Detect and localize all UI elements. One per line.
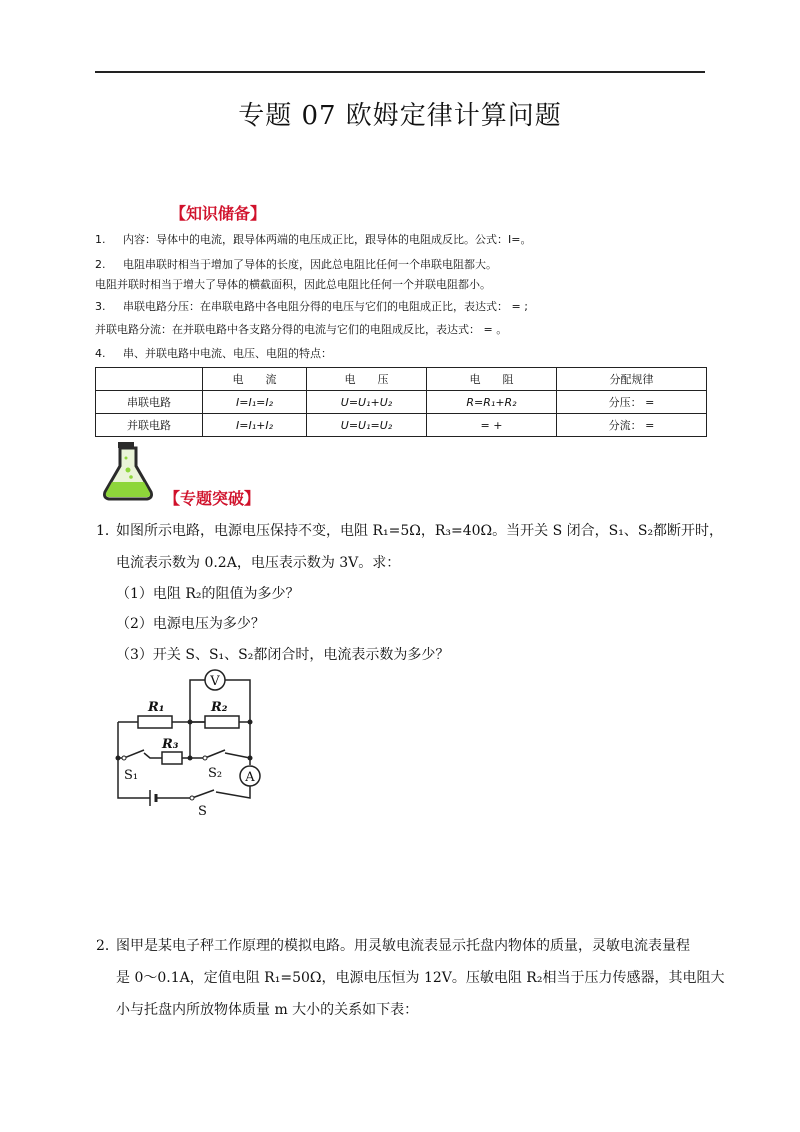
knowledge-heading: 【知识储备】 [170,204,267,223]
resistor-r2 [205,716,239,728]
knowledge-item: 并联电路分流：在并联电路中各支路分得的电流与它们的电阻成反比，表达式： = 。 [95,323,508,336]
table-cell: 分压： = [557,391,707,414]
wire [190,680,205,722]
table-header-cell: 电 压 [307,368,427,391]
knowledge-item: 电阻并联时相当于增大了导体的横截面积，因此总电阻比任何一个并联电阻都小。 [95,278,491,291]
table-cell: U=U₁=U₂ [307,414,427,437]
knowledge-item: 3. 串联电路分压：在串联电路中各电阻分得的电压与它们的电阻成正比，表达式： = ; [95,300,528,313]
s1-label: S₁ [124,768,139,783]
table-cell: U=U₁+U₂ [307,391,427,414]
question-1-sub: （1）电阻 R₂的阻值为多少？ [116,586,300,602]
junction-dot [188,720,193,725]
question-1-line: 1．如图所示电路，电源电压保持不变，电阻 R₁=5Ω，R₃=40Ω。当开关 S 闭合，S₁、S₂都断开时， [96,523,724,539]
switch-s1 [124,750,144,758]
wire [216,786,250,798]
junction-dot [248,720,253,725]
table-header-cell: 电 流 [203,368,307,391]
table-cell: 串联电路 [96,391,203,414]
r2-label: R₂ [211,700,228,715]
table-cell: = + [427,414,557,437]
junction-dot [248,756,253,761]
question-2-line: 小与托盘内所放物体质量 m 大小的关系如下表： [116,1002,419,1018]
s-label: S [198,804,207,819]
top-rule [95,71,705,73]
question-1-sub: （2）电源电压为多少？ [116,616,265,632]
table-header-cell [96,368,203,391]
wire [225,753,250,758]
knowledge-item: 4. 串、并联电路中电流、电压、电阻的特点： [95,347,332,360]
question-1-line: 电流表示数为 0.2A，电压表示数为 3V。求： [116,555,401,571]
question-2-line: 是 0～0.1A，定值电阻 R₁=50Ω，电源电压恒为 12V。压敏电阻 R₂相当于压力传感器，其电阻大 [116,970,725,986]
table-header-row [96,368,707,391]
flask-icon [100,440,156,502]
table-cell: I=I₁+I₂ [203,414,307,437]
switch-s [192,790,214,798]
voltmeter-label: V [210,674,220,689]
table-header-cell: 电 阻 [427,368,557,391]
table-cell: 分流： = [557,414,707,437]
resistor-r1 [138,716,172,728]
table-row [96,414,707,437]
wire [144,753,162,758]
table-cell: R=R₁+R₂ [427,391,557,414]
circuit-diagram [100,664,280,824]
question-1-sub: （3）开关 S、S₁、S₂都闭合时，电流表示数为多少？ [116,647,450,663]
switch-s1-contact [122,756,126,760]
page-title: 专题 07 欧姆定律计算问题 [238,101,562,131]
table-row [96,391,707,414]
breakthrough-heading: 【专题突破】 [164,489,261,508]
resistor-r3 [162,752,182,764]
switch-s2-contact [203,756,207,760]
junction-dot [116,756,121,761]
knowledge-item: 1. 内容：导体中的电流，跟导体两端的电压成正比，跟导体的电阻成反比。公式：I=。 [95,233,532,246]
switch-s2 [205,750,225,758]
table-header-cell: 分配规律 [557,368,707,391]
question-2-line: 2．图甲是某电子秤工作原理的模拟电路。用灵敏电流表显示托盘内物体的质量，灵敏电流表量程 [96,938,690,954]
table-cell: I=I₁=I₂ [203,391,307,414]
r3-label: R₃ [162,737,179,752]
s2-label: S₂ [208,766,223,781]
switch-s-contact [190,796,194,800]
junction-dot [188,756,193,761]
circuit-properties-table [95,367,707,437]
table-cell: 并联电路 [96,414,203,437]
r1-label: R₁ [148,700,165,715]
ammeter-label: A [245,770,255,785]
knowledge-item: 2. 电阻串联时相当于增加了导体的长度，因此总电阻比任何一个串联电阻都大。 [95,258,497,271]
